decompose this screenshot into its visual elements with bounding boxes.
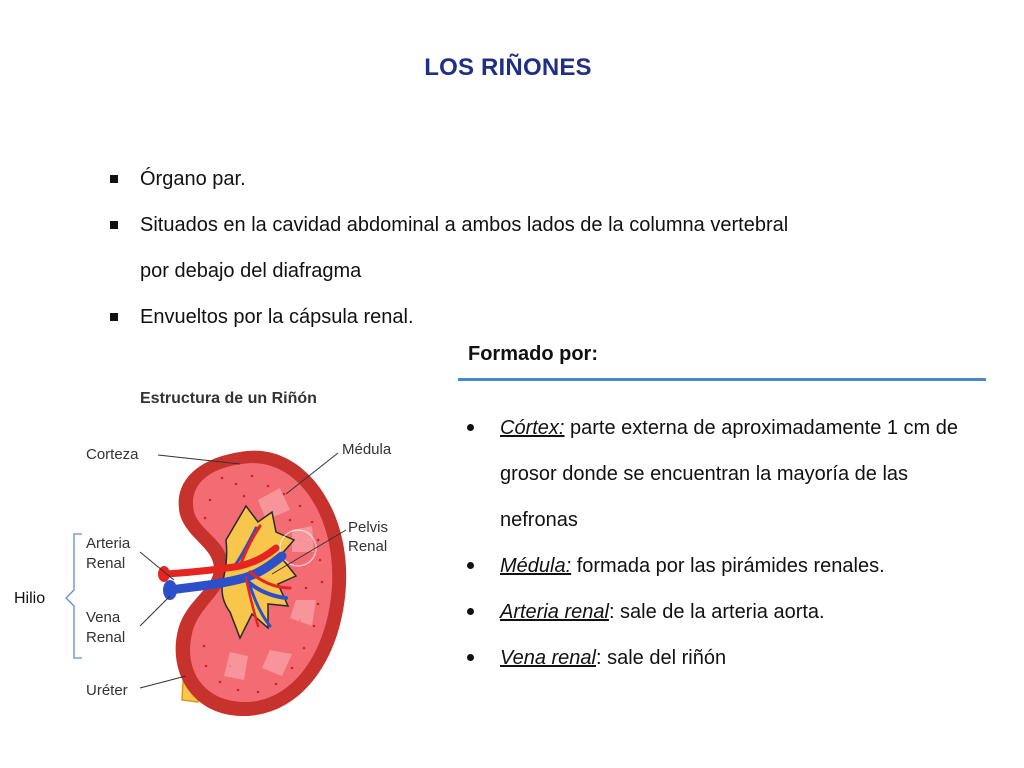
slide-title: LOS RIÑONES — [424, 54, 592, 81]
label-corteza: Corteza — [86, 446, 139, 463]
heading-divider — [458, 378, 986, 381]
term-arteria: Arteria renal — [500, 601, 609, 623]
detail-cortex — [465, 405, 990, 543]
label-pelvis-2: Renal — [348, 538, 388, 555]
bullet-text: Envueltos por la cápsula renal. — [140, 306, 414, 328]
label-vena-2: Renal — [86, 629, 126, 646]
label-arteria-1: Arteria — [86, 535, 131, 552]
bullet-situados — [105, 202, 925, 294]
term-vena: Vena renal — [500, 647, 596, 669]
hilio-bracket — [66, 534, 82, 658]
square-bullet-icon — [110, 313, 118, 321]
detail-vena — [465, 635, 990, 681]
structure-detail-list — [465, 405, 990, 681]
round-bullet-icon — [467, 608, 474, 615]
round-bullet-icon — [467, 424, 474, 431]
term-cortex: Córtex: — [500, 417, 565, 439]
vein-opening — [163, 580, 177, 600]
bullet-organo-par — [105, 156, 925, 202]
round-bullet-icon — [467, 654, 474, 661]
label-arteria-2: Renal — [86, 555, 126, 572]
diagram-title: Estructura de un Riñón — [140, 390, 317, 407]
label-hilio: Hilio — [14, 590, 46, 607]
bullet-text-line2: por debajo del diafragma — [140, 260, 362, 282]
round-bullet-icon — [467, 562, 474, 569]
detail-medula — [465, 543, 990, 589]
square-bullet-icon — [110, 221, 118, 229]
kidney-structure-diagram — [0, 370, 450, 740]
formado-por-heading: Formado por: — [468, 343, 598, 365]
label-ureter: Uréter — [86, 682, 128, 699]
term-medula: Médula: — [500, 555, 572, 577]
label-pelvis-1: Pelvis — [348, 519, 389, 536]
bullet-text: Órgano par. — [140, 168, 246, 190]
label-medula: Médula — [342, 441, 392, 458]
label-vena-1: Vena — [86, 609, 121, 626]
bullet-text-line1: Situados en la cavidad abdominal a ambos lados de la columna vertebral — [140, 214, 789, 236]
intro-bullet-list — [105, 156, 925, 340]
desc-medula: formada por las pirámides renales. — [571, 555, 885, 577]
desc-arteria: : sale de la arteria aorta. — [608, 601, 825, 623]
bullet-envueltos — [105, 294, 925, 340]
desc-cortex: parte externa de aproximadamente 1 cm de grosor donde se encuentran la mayoría de las nefronas — [500, 417, 959, 531]
desc-vena: : sale del riñón — [596, 647, 727, 669]
detail-arteria — [465, 589, 990, 635]
square-bullet-icon — [110, 175, 118, 183]
